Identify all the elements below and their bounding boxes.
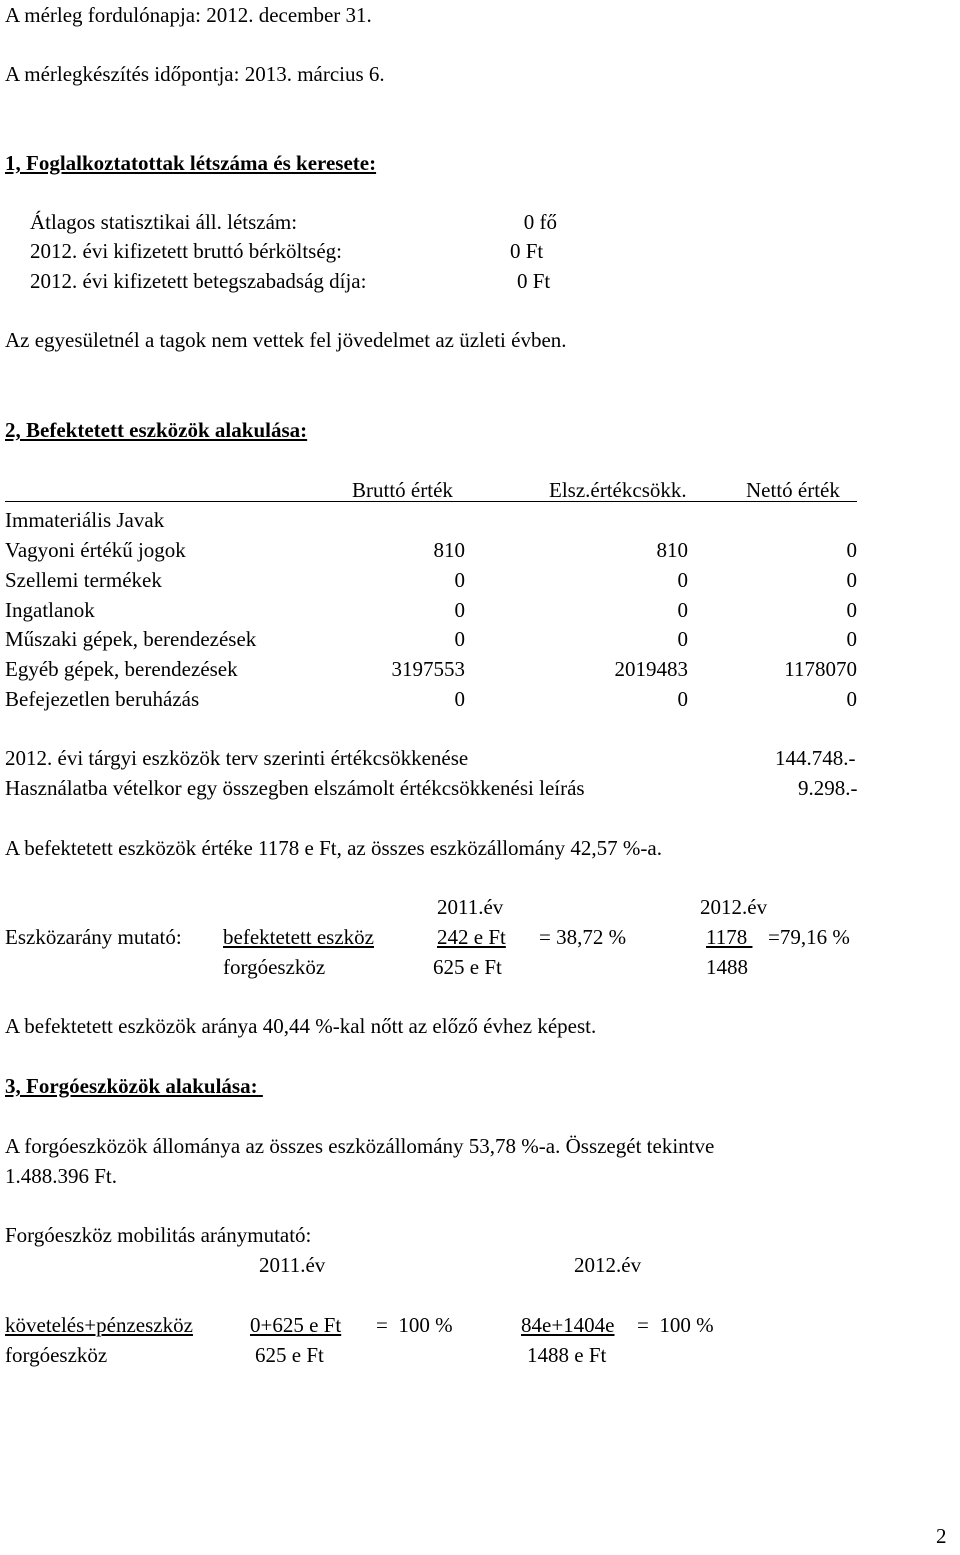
mobility-2011-denominator: 625 e Ft bbox=[255, 1343, 324, 1367]
row-label: Szellemi termékek bbox=[5, 568, 162, 592]
cell-net: 0 bbox=[846, 538, 857, 562]
col-header-net: Nettó érték bbox=[746, 478, 840, 502]
asset-ratio-label: Eszközarány mutató: bbox=[5, 925, 182, 949]
mobility-denominator-label: forgóeszköz bbox=[5, 1343, 108, 1367]
cell-depreciation: 0 bbox=[677, 568, 688, 592]
cell-net: 0 bbox=[846, 568, 857, 592]
one-off-depreciation-label: Használatba vételkor egy összegben elszámolt értékcsökkenési leírás bbox=[5, 776, 585, 800]
preparation-date-line: A mérlegkészítés időpontja: 2013. március 6. bbox=[5, 62, 385, 86]
current-assets-paragraph-line2: 1.488.396 Ft. bbox=[5, 1164, 118, 1188]
ratio-2012-denominator: 1488 bbox=[706, 955, 748, 979]
row-label: Egyéb gépek, berendezések bbox=[5, 657, 238, 681]
cell-gross: 0 bbox=[454, 598, 465, 622]
table-group-label: Immateriális Javak bbox=[5, 508, 165, 532]
cell-gross: 0 bbox=[454, 568, 465, 592]
current-assets-paragraph-line1: A forgóeszközök állománya az összes eszközállomány 53,78 %-a. Összegét tekintve bbox=[5, 1134, 715, 1158]
mobility-2011-result: = 100 % bbox=[376, 1313, 453, 1337]
sick-pay-label: 2012. évi kifizetett betegszabadság díja: bbox=[30, 269, 367, 293]
balance-date-line: A mérleg fordulónapja: 2012. december 31. bbox=[5, 3, 372, 27]
cell-depreciation: 0 bbox=[677, 627, 688, 651]
row-label: Vagyoni értékű jogok bbox=[5, 538, 186, 562]
col-header-gross: Bruttó érték bbox=[352, 478, 453, 502]
one-off-depreciation-value: 9.298.- bbox=[798, 776, 858, 800]
ratio-2011-denominator: 625 e Ft bbox=[433, 955, 502, 979]
mobility-numerator-label: követelés+pénzeszköz bbox=[5, 1313, 193, 1337]
row-label: Befejezetlen beruházás bbox=[5, 687, 200, 711]
ratio-2011-result: = 38,72 % bbox=[539, 925, 627, 949]
mobility-year-2011: 2011.év bbox=[259, 1253, 326, 1277]
fixed-asset-value-note: A befektetett eszközök értéke 1178 e Ft, az összes eszközállomány 42,57 %-a. bbox=[5, 836, 662, 860]
planned-depreciation-value: 144.748.- bbox=[775, 746, 856, 770]
ratio-2012-numerator: 1178 bbox=[706, 925, 753, 949]
cell-depreciation: 2019483 bbox=[614, 657, 688, 681]
headcount-value: 0 fő bbox=[523, 210, 557, 234]
cell-depreciation: 0 bbox=[677, 598, 688, 622]
cell-gross: 810 bbox=[433, 538, 465, 562]
section3-title: 3, Forgóeszközök alakulása: bbox=[5, 1074, 263, 1098]
cell-gross: 3197553 bbox=[391, 657, 465, 681]
col-header-depreciation: Elsz.értékcsökk. bbox=[549, 478, 687, 502]
cell-net: 1178070 bbox=[784, 657, 857, 681]
cell-depreciation: 810 bbox=[656, 538, 688, 562]
cell-net: 0 bbox=[846, 627, 857, 651]
section2-title: 2, Befektetett eszközök alakulása: bbox=[5, 418, 308, 442]
mobility-title: Forgóeszköz mobilitás aránymutató: bbox=[5, 1223, 312, 1247]
ratio-year-2011: 2011.év bbox=[437, 895, 504, 919]
cell-net: 0 bbox=[846, 687, 857, 711]
row-label: Ingatlanok bbox=[5, 598, 95, 622]
cell-gross: 0 bbox=[454, 627, 465, 651]
ratio-denominator-label: forgóeszköz bbox=[223, 955, 326, 979]
cell-depreciation: 0 bbox=[677, 687, 688, 711]
ratio-2011-numerator: 242 e Ft bbox=[437, 925, 506, 949]
mobility-2012-numerator: 84e+1404e bbox=[521, 1313, 615, 1337]
mobility-year-2012: 2012.év bbox=[574, 1253, 642, 1277]
ratio-2012-result: =79,16 % bbox=[768, 925, 850, 949]
mobility-2012-result: = 100 % bbox=[637, 1313, 714, 1337]
gross-wage-label: 2012. évi kifizetett bruttó bérköltség: bbox=[30, 239, 343, 263]
gross-wage-value: 0 Ft bbox=[510, 239, 544, 263]
headcount-label: Átlagos statisztikai áll. létszám: bbox=[30, 210, 298, 234]
page-number: 2 bbox=[936, 1524, 947, 1548]
income-note: Az egyesületnél a tagok nem vettek fel jövedelmet az üzleti évben. bbox=[5, 328, 567, 352]
ratio-year-2012: 2012.év bbox=[700, 895, 768, 919]
mobility-2011-numerator: 0+625 e Ft bbox=[250, 1313, 342, 1337]
ratio-numerator-label: befektetett eszköz bbox=[223, 925, 374, 949]
planned-depreciation-label: 2012. évi tárgyi eszközök terv szerinti értékcsökkenése bbox=[5, 746, 469, 770]
section1-title: 1, Foglalkoztatottak létszáma és keresete: bbox=[5, 151, 377, 175]
cell-net: 0 bbox=[846, 598, 857, 622]
row-label: Műszaki gépek, berendezések bbox=[5, 627, 257, 651]
growth-note: A befektetett eszközök aránya 40,44 %-kal nőtt az előző évhez képest. bbox=[5, 1014, 597, 1038]
cell-gross: 0 bbox=[454, 687, 465, 711]
sick-pay-value: 0 Ft bbox=[517, 269, 551, 293]
mobility-2012-denominator: 1488 e Ft bbox=[527, 1343, 607, 1367]
